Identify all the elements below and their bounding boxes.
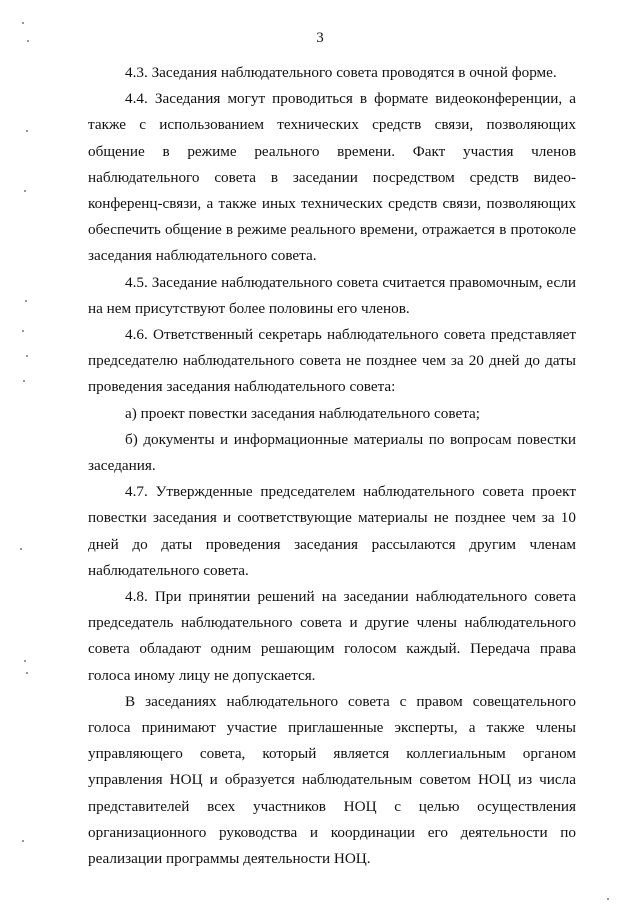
list-item-b: б) документы и информационные материалы по вопросам повестки заседания. (88, 430, 576, 475)
paragraph-4-5: 4.5. Заседание наблюдательного совета считается правомочным, если на нем присутствуют более половины его членов. (88, 273, 576, 317)
page-number: 3 (316, 30, 324, 46)
paragraph-4-3: 4.3. Заседания наблюдательного совета проводятся в очной форме. (125, 64, 557, 81)
paragraph-advisory-vote: В заседаниях наблюдательного совета с правом совещательного голоса принимают участие приглашенные эксперты, а также члены управляющего совета, который является коллегиальным органом управления НОЦ и образуется наблюдательным советом НОЦ из числа представителей всех участников НОЦ с целью осуществления организационного руководства и координации его деятельности по реализации программы деятельности НОЦ. (88, 692, 576, 868)
paragraph-4-6: 4.6. Ответственный секретарь наблюдательного совета представляет председателю наблюдательного совета не позднее чем за 20 дней до даты проведения заседания наблюдательного совета: (88, 326, 576, 396)
document-body (88, 60, 576, 872)
list-item-a: а) проект повестки заседания наблюдательного совета; (125, 404, 480, 422)
paragraph-4-8: 4.8. При принятии решений на заседании наблюдательного совета председатель наблюдательного совета и другие члены наблюдательного совета обладают одним решающим голосом каждый. Передача права голоса иному лицу не допускается. (88, 588, 576, 684)
paragraph-4-4: 4.4. Заседания могут проводиться в формате видеоконференции, а также с использованием технических средств связи, позволяющих общение в режиме реального времени. Факт участия членов наблюдательного совета в заседании посредством средств видео-конференц-связи, а также иных технических средств связи, позволяющих обеспечить общение в режиме реального времени, отражается в протоколе заседания наблюдательного совета. (88, 90, 576, 265)
paragraph-4-7: 4.7. Утвержденные председателем наблюдательного совета проект повестки заседания и соответствующие материалы не позднее чем за 10 дней до даты проведения заседания рассылаются другим членам наблюдательного совета. (88, 483, 576, 579)
